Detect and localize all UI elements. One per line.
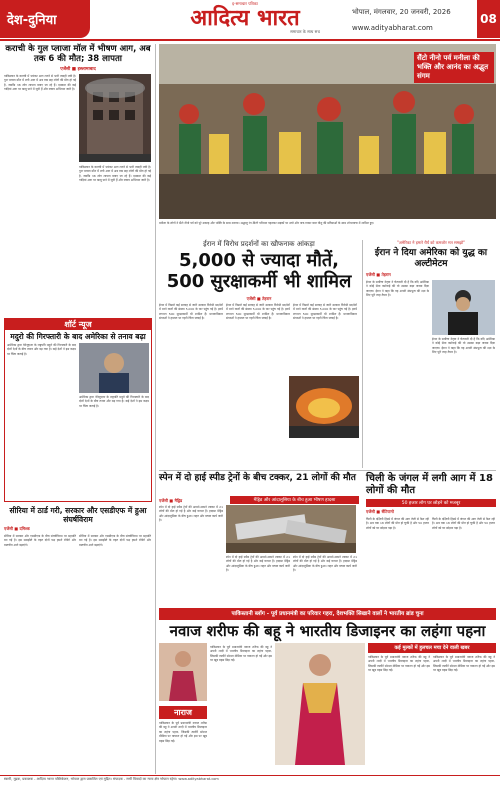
chile-strap: 50 हजार लोग घर छोड़ने को मजबूर [366,499,496,507]
karachi-body-col1: पाकिस्तान के कराची में भयंकर आग लगने से भारी तबाही मची है। गुल प्लाजा मॉल में लगी आग में अब तक छह लोगों की मौत हो गई है, जबकि 38 लोग लापता बताए जा रहे हैं। दमकल की कई गाड़ियां आग पर काबू पाने में जुटी हैं और बचाव अभियान जारी है। [4,74,76,92]
brand-logo: आदित्य भारत [190,6,300,31]
pak-badge: कई मुल्कों में हुलचल मचा देने वाली खबर [368,643,496,653]
iran-leader-photo [432,280,495,335]
karachi-body-col2: पाकिस्तान के कराची में भयंकर आग लगने से भारी तबाही मची है। गुल प्लाजा मॉल में लगी आग में अब तक छह लोगों की मौत हो गई है, जबकि 38 लोग लापता बताए जा रहे हैं। दमकल की कई गाड़ियां आग पर काबू पाने में जुटी हैं और बचाव अभियान जारी है। [79,165,151,183]
chile-body-col1: चिली के दक्षिणी हिस्से में जंगल की आग तेजी से फैल रही है। अब तक 18 लोगों की मौत हो चुकी है और 50 हजार लोगों को घर छोड़ना पड़ा है। [366,517,429,530]
spain-body-col3: स्पेन में दो हाई स्पीड ट्रेनों की आमने-सामने टक्कर में 21 लोगों की मौत हो गई है और कई घायल हैं। हादसा मैड्रिड और आंदालूसिया के बीच हुआ। राहत और बचाव कार्य जारी है। [293,555,357,573]
header-rule [0,39,500,41]
ultimatum-body-col2: ईरान के सर्वोच्च नेतृत्व ने चेतावनी दी है कि यदि अमेरिका ने कोई सैन्य कार्रवाई की तो उसका कड़ा जवाब दिया जाएगा। ईरान ने कहा कि वह अपनी संप्रभुता की रक्षा के लिए पूरी तरह तैयार है। [432,337,495,355]
ultimatum-byline: एजेंसी ■ तेहरान [366,272,391,277]
iran-protest-photo [289,376,359,438]
pak-kicker: पाकिस्तानी ब्लॉग - पूर्व प्रधानमंत्री का परिवार गहरा, देशभक्ति सिखाने वालों ने भारतीय ब्रांड चुना [159,608,496,620]
iran-body-col2: ईरान में पिछले कई सप्ताह से जारी सरकार विरोधी प्रदर्शनों में मरने वालों की संख्या 5,000 के पार पहुंच गई है। इनमें लगभग 500 सुरक्षाकर्मी भी शामिल हैं। मानवाधिकार संगठनों ने हालात पर गहरी चिंता जताई है। [226,303,290,321]
chile-story [366,473,496,605]
syria-body-col2: सीरिया में सरकार और एसडीएफ के बीच संघर्षविराम पर सहमति बन गई है। इस समझौते के तहत दोनों पक्ष हमले रोकेंगे और बातचीत आगे बढ़ाएंगे। [79,534,151,547]
brand-sub: समाचार के साथ सच [290,29,320,34]
karachi-headline: कराची के गुल प्लाजा मॉल में भीषण आग, अब तक 6 की मौत; 38 लापता [5,44,151,64]
ultimatum-body-col1: ईरान के सर्वोच्च नेतृत्व ने चेतावनी दी है कि यदि अमेरिका ने कोई सैन्य कार्रवाई की तो उसका कड़ा जवाब दिया जाएगा। ईरान ने कहा कि वह अपनी संप्रभुता की रक्षा के लिए पूरी तरह तैयार है। [366,280,429,298]
spain-headline: स्पेन में दो हाई स्पीड ट्रेनों के बीच टक्कर, 21 लोगों की मौत [159,473,356,483]
short-news-body-col2: अमेरिका द्वारा वेनेजुएला के राष्ट्रपति मदुरो की गिरफ्तारी के बाद दोनों देशों के बीच तनाव और बढ़ गया है। कई देशों ने इस कदम पर चिंता जताई है। [79,395,149,408]
spain-top-rule [159,470,496,471]
tagline: इ-समाचार पत्रिका [232,1,258,6]
pak-body-col2: पाकिस्तान के पूर्व प्रधानमंत्री नवाज शरीफ की बहू ने अपनी शादी में भारतीय डिजाइनर का लहंगा पहना, जिसकी तस्वीरें सोशल मीडिया पर वायरल हो गईं और इस पर खूब बहस छिड़ गई। [368,655,430,673]
pak-lehenga-photo [275,643,365,765]
footer-imprint: स्वामी, मुद्रक, प्रकाशक - आदित्य भारत पब्लिकेशन, भोपाल द्वारा प्रकाशित एवं मुद्रित। संपादक - सभी विवादों का न्याय क्षेत्र भोपाल रहेगा। www.adityabharat.com [4,777,219,781]
maduro-photo [79,343,149,393]
masthead [140,1,350,37]
short-news-headline: मदुरो की गिरफ्तारी के बाद अमेरिका से तनाव बढ़ा [10,332,146,341]
pak-body-col3: पाकिस्तान के पूर्व प्रधानमंत्री नवाज शरीफ की बहू ने अपनी शादी में भारतीय डिजाइनर का लहंगा पहना, जिसकी तस्वीरें सोशल मीडिया पर वायरल हो गईं और इस पर खूब बहस छिड़ गई। [433,655,495,673]
syria-body-col1: सीरिया में सरकार और एसडीएफ के बीच संघर्षविराम पर सहमति बन गई है। इस समझौते के तहत दोनों पक्ष हमले रोकेंगे और बातचीत आगे बढ़ाएंगे। [4,534,76,547]
short-news-body-col1: अमेरिका द्वारा वेनेजुएला के राष्ट्रपति मदुरो की गिरफ्तारी के बाद दोनों देशों के बीच तनाव और बढ़ गया है। कई देशों ने इस कदम पर चिंता जताई है। [7,343,76,356]
syria-headline: सीरिया में ठार्ड गरी, सरकार और एसडीएफ में हुआ संघर्षविराम [9,506,147,524]
photo-caption-banner: सैंटो नीनो पर्व मनीला की भक्ति और आनंद का अद्भुत संगम [414,52,494,83]
spain-body-lower [159,555,359,605]
section-label: देश-दुनिया [7,13,57,28]
footer-rule [0,775,500,776]
date-line: भोपाल, मंगलवार, 20 जनवरी, 2026 [352,8,451,16]
spain-byline: एजेंसी ■ मैड्रिड [159,498,183,503]
ultimatum-headline: ईरान ने दिया अमेरिका को युद्ध का अल्टीमेटम [374,248,488,269]
short-news-title: शॉर्ट न्यूज [5,319,151,330]
center-divider [362,240,363,468]
pak-right-text [368,655,496,767]
iran-byline: एजेंसी ■ तेहरान [246,296,272,301]
spain-body-col2: स्पेन में दो हाई स्पीड ट्रेनों की आमने-सामने टक्कर में 21 लोगों की मौत हो गई है और कई घायल हैं। हादसा मैड्रिड और आंदालूसिया के बीच हुआ। राहत और बचाव कार्य जारी है। [226,555,290,573]
karachi-byline: एजेंसी ■ इस्लामाबाद [60,67,96,72]
chile-byline: एजेंसी ■ सैंटियागो [366,509,394,514]
iran-headline: 5,000 से ज्यादा मौतें, 500 सुरक्षाकर्मी भी शामिल [166,250,352,292]
santo-nino-photo [159,44,496,219]
karachi-fire-photo [79,74,151,162]
iran-kicker: ईरान में विरोध प्रदर्शनों का खौफनाक आंकड़ा [203,240,315,248]
chile-body-col2: चिली के दक्षिणी हिस्से में जंगल की आग तेजी से फैल रही है। अब तक 18 लोगों की मौत हो चुकी है और 50 हजार लोगों को घर छोड़ना पड़ा है। [432,517,495,530]
short-news-box [4,318,152,502]
train-crash-photo [226,505,356,553]
column-divider [155,44,156,774]
spain-body-col1: स्पेन में दो हाई स्पीड ट्रेनों की आमने-सामने टक्कर में 21 लोगों की मौत हो गई है और कई घायल हैं। हादसा मैड्रिड और आंदालूसिया के बीच हुआ। राहत और बचाव कार्य जारी है। [159,505,223,523]
ultimatum-kicker: "अमेरिका ने हमारे धैर्य को कमजोर मत समझो" [396,240,466,245]
pak-body-col1: पाकिस्तान के पूर्व प्रधानमंत्री नवाज शरीफ की बहू ने अपनी शादी में भारतीय डिजाइनर का लहंगा पहना, जिसकी तस्वीरें सोशल मीडिया पर वायरल हो गईं और इस पर खूब बहस छिड़ गई। [210,645,272,663]
pak-label: नाराज [159,706,207,719]
syria-byline: एजेंसी ■ दमिश्क [4,526,30,531]
section-tab [0,0,90,38]
website[interactable]: www.adityabharat.com [352,24,433,32]
page-number: 08 [477,0,500,38]
pak-headline: नवाज शरीफ की बहू ने भारतीय डिजाइनर का लहंगा पहना [169,622,486,640]
syria-story [4,506,152,772]
chile-headline: चिली के जंगल में लगी आग में 18 लोगों की मौत [366,473,493,496]
karachi-story [4,44,152,314]
iran-body-col1: ईरान में पिछले कई सप्ताह से जारी सरकार विरोधी प्रदर्शनों में मरने वालों की संख्या 5,000 के पार पहुंच गई है। इनमें लगभग 500 सुरक्षाकर्मी भी शामिल हैं। मानवाधिकार संगठनों ने हालात पर गहरी चिंता जताई है। [159,303,223,321]
ultimatum-story [366,240,496,468]
pak-bride-photo [159,643,207,701]
photo-caption-long: मनीला के लोगों ने सैंटो नीनो पर्व को पूरे उत्साह और भक्ति के साथ मनाया। श्रद्धालु रंग-बिरंगे परिधान पहनकर सड़कों पर उतरे और नाच-गाकर बाल यीशु की प्रतिमाओं के साथ शोभायात्रा में शामिल हुए। [159,221,375,225]
spain-strap: मैड्रिड और आंदालूसिया के बीच हुआ भीषण हादसा [230,496,359,504]
iran-body-col3: ईरान में पिछले कई सप्ताह से जारी सरकार विरोधी प्रदर्शनों में मरने वालों की संख्या 5,000 के पार पहुंच गई है। इनमें लगभग 500 सुरक्षाकर्मी भी शामिल हैं। मानवाधिकार संगठनों ने हालात पर गहरी चिंता जताई है। [293,303,357,321]
pak-body-col0: पाकिस्तान के पूर्व प्रधानमंत्री नवाज शरीफ की बहू ने अपनी शादी में भारतीय डिजाइनर का लहंगा पहना, जिसकी तस्वीरें सोशल मीडिया पर वायरल हो गईं और इस पर खूब बहस छिड़ गई। [159,721,207,743]
